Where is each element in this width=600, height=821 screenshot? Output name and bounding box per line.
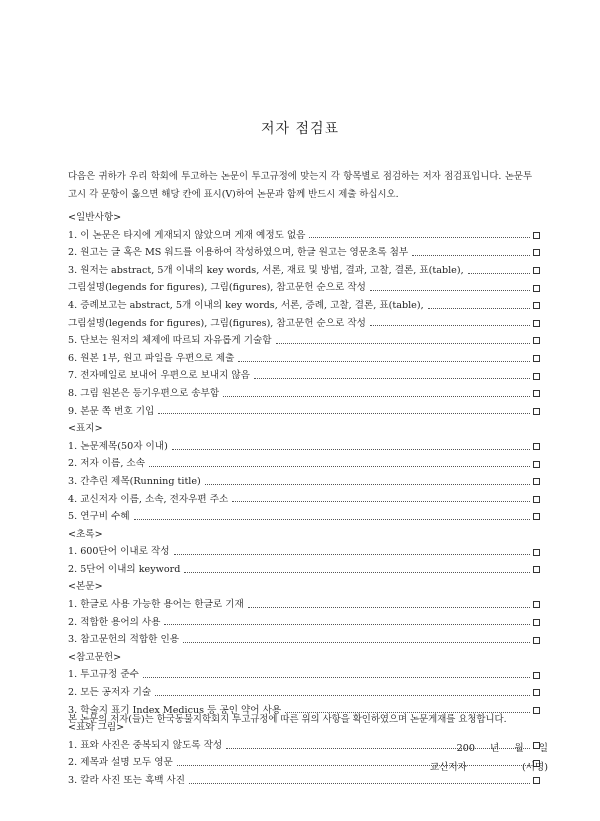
dotted-leader: [370, 289, 530, 291]
dotted-leader: [370, 324, 530, 326]
checklist-item: [68, 403, 540, 421]
dotted-leader: [183, 641, 530, 643]
checklist-item-label: 3. 참고문헌의 적합한 인용: [68, 634, 179, 646]
checklist-item-label: 5. 연구비 수혜: [68, 511, 130, 523]
dotted-leader: [428, 307, 530, 309]
checkbox[interactable]: [533, 478, 540, 485]
dotted-leader: [143, 676, 530, 678]
dotted-leader: [223, 395, 530, 397]
checkbox[interactable]: [533, 637, 540, 644]
closing-statement: 본 논문의 저자(들)는 한국동물지학회지 투고규정에 따른 위의 사항을 확인하였으며 논문게재를 요청합니다.: [68, 714, 507, 725]
signature-mark: (서명): [521, 762, 548, 773]
checkbox[interactable]: [533, 390, 540, 397]
checklist-item-label: 그림설명(legends for figures), 그림(figures), 참고문헌 순으로 작성: [68, 317, 366, 329]
date-line: [445, 741, 548, 757]
checklist-item: [68, 350, 540, 368]
checklist-item: [68, 455, 540, 473]
section-heading: <참고문헌>: [68, 651, 122, 663]
checkbox[interactable]: [533, 513, 540, 520]
checklist-item: [68, 561, 540, 579]
checkbox[interactable]: [533, 672, 540, 679]
dotted-leader: [149, 465, 530, 467]
checklist-item-label: 2. 저자 이름, 소속: [68, 458, 145, 470]
checklist-item-label: 2. 제목과 설명 모두 영문: [68, 757, 173, 769]
dotted-leader: [205, 483, 530, 485]
checkbox[interactable]: [533, 302, 540, 309]
checklist-item: [68, 279, 540, 297]
section-heading: <표지>: [68, 423, 103, 435]
checklist-item: [68, 543, 540, 561]
checklist-item-label: 3. 간추린 제목(Running title): [68, 475, 201, 487]
checklist-item: [68, 262, 540, 280]
dotted-leader: [134, 518, 530, 520]
section-heading: <표와 그림>: [68, 722, 125, 734]
section-heading: <본문>: [68, 581, 103, 593]
checkbox[interactable]: [533, 601, 540, 608]
date-year-unit: 년: [490, 743, 500, 754]
checklist-item: [68, 473, 540, 491]
checklist-item: [68, 614, 540, 632]
checklist-item-label: 7. 전자메일로 보내어 우편으로 보내지 않음: [68, 370, 250, 382]
checklist-item: [68, 315, 540, 333]
checkbox[interactable]: [533, 777, 540, 784]
checklist-item-label: 8. 그림 원본은 등기우편으로 송부함: [68, 387, 220, 399]
date-day-unit: 일: [538, 743, 548, 754]
checkbox[interactable]: [533, 285, 540, 292]
section-heading: <일반사항>: [68, 212, 122, 223]
checklist-item: [68, 385, 540, 403]
page-title: 저자 점검표: [260, 121, 340, 137]
checklist-item-label: 3. 칼라 사진 또는 흑백 사진: [68, 775, 186, 786]
dotted-leader: [468, 272, 530, 274]
checklist-item-label: 1. 논문제목(50자 이내): [68, 440, 168, 452]
checkbox[interactable]: [533, 461, 540, 468]
signature-label: 교신저자: [429, 762, 467, 773]
checklist-item: [68, 332, 540, 350]
checklist-item-label: 4. 증례보고는 abstract, 5개 이내의 key words, 서론, 증례, 고찰, 결론, 표(table),: [68, 299, 424, 311]
dotted-leader: [276, 342, 530, 344]
checklist-item: [68, 596, 540, 614]
checklist-item-label: 4. 교신저자 이름, 소속, 전자우편 주소: [68, 493, 229, 505]
checkbox[interactable]: [533, 408, 540, 415]
checklist-item-label: 1. 표와 사진은 중복되지 않도록 작성: [68, 739, 223, 751]
checklist-item-label: 2. 모든 공저자 기술: [68, 687, 152, 699]
dotted-leader: [248, 606, 530, 608]
checkbox[interactable]: [533, 549, 540, 556]
checklist-item: [68, 666, 540, 684]
checklist-item-label: 2. 5단어 이내의 keyword: [68, 563, 181, 575]
checkbox[interactable]: [533, 566, 540, 573]
checkbox[interactable]: [533, 355, 540, 362]
checklist-item-label: 1. 투고규정 준수: [68, 669, 139, 681]
signature-line: [430, 760, 548, 776]
checklist-item: [68, 227, 540, 245]
checklist-item-label: 1. 600단어 이내로 작성: [68, 546, 170, 558]
checklist-item-label: 그림설명(legends for figures), 그림(figures), 참고문헌 순으로 작성: [68, 282, 366, 294]
checklist-item: [68, 438, 540, 456]
checkbox[interactable]: [533, 619, 540, 626]
checkbox[interactable]: [533, 232, 540, 239]
checklist-item-label: 1. 이 논문은 타지에 게재되지 않았으며 게재 예정도 없음: [68, 229, 306, 241]
dotted-leader: [254, 377, 530, 379]
checklist-item: [68, 367, 540, 385]
checklist-item: [68, 684, 540, 702]
dotted-leader: [412, 254, 530, 256]
checklist-item: [68, 631, 540, 649]
checklist-item: [68, 297, 540, 315]
date-year: 200: [456, 743, 475, 754]
dotted-leader: [189, 782, 530, 784]
dotted-leader: [238, 360, 530, 362]
checkbox[interactable]: [533, 689, 540, 696]
checkbox[interactable]: [533, 373, 540, 380]
section-heading: <초록>: [68, 528, 103, 540]
checkbox[interactable]: [533, 496, 540, 503]
checkbox[interactable]: [533, 443, 540, 450]
date-month-unit: 월: [514, 743, 524, 754]
dotted-leader: [158, 412, 530, 414]
checklist-item-label: 9. 본문 쪽 번호 기입: [68, 405, 155, 417]
checklist: [68, 209, 540, 790]
checklist-item-label: 5. 단보는 원저의 체제에 따르되 자유롭게 기술함: [68, 335, 272, 347]
checklist-item: [68, 491, 540, 509]
dotted-leader: [164, 623, 530, 625]
dotted-leader: [155, 694, 530, 696]
checklist-item-label: 1. 한글로 사용 가능한 용어는 한글로 기재: [68, 599, 244, 611]
dotted-leader: [174, 553, 531, 555]
checklist-item-label: 3. 학술지 표기 Index Medicus 등 공인 약어 사용: [68, 704, 282, 716]
checklist-item-label: 3. 원저는 abstract, 5개 이내의 key words, 서론, 재료 및 방법, 결과, 고찰, 결론, 표(table),: [68, 264, 464, 276]
intro-paragraph: 다음은 귀하가 우리 학회에 투고하는 논문이 투고규정에 맞는지 각 항목별로 점검하는 저자 점검표입니다. 논문투고시 각 문항이 옳으면 해당 칸에 표시(V)하여 논문과 함께 반드시 제출 하십시오.: [68, 171, 532, 200]
checkbox[interactable]: [533, 337, 540, 344]
dotted-leader: [172, 448, 530, 450]
dotted-leader: [232, 500, 530, 502]
checkbox[interactable]: [533, 320, 540, 327]
dotted-leader: [309, 236, 530, 238]
checklist-item: [68, 508, 540, 526]
checklist-item-label: 2. 원고는 글 혹은 MS 워드를 이용하여 작성하였으며, 한글 원고는 영문초록 첨부: [68, 247, 409, 259]
checklist-item: [68, 244, 540, 262]
checkbox[interactable]: [533, 267, 540, 274]
checklist-item-label: 6. 원본 1부, 원고 파일을 우편으로 제출: [68, 352, 235, 364]
dotted-leader: [184, 571, 530, 573]
checklist-item-label: 2. 적합한 용어의 사용: [68, 616, 161, 628]
checkbox[interactable]: [533, 249, 540, 256]
